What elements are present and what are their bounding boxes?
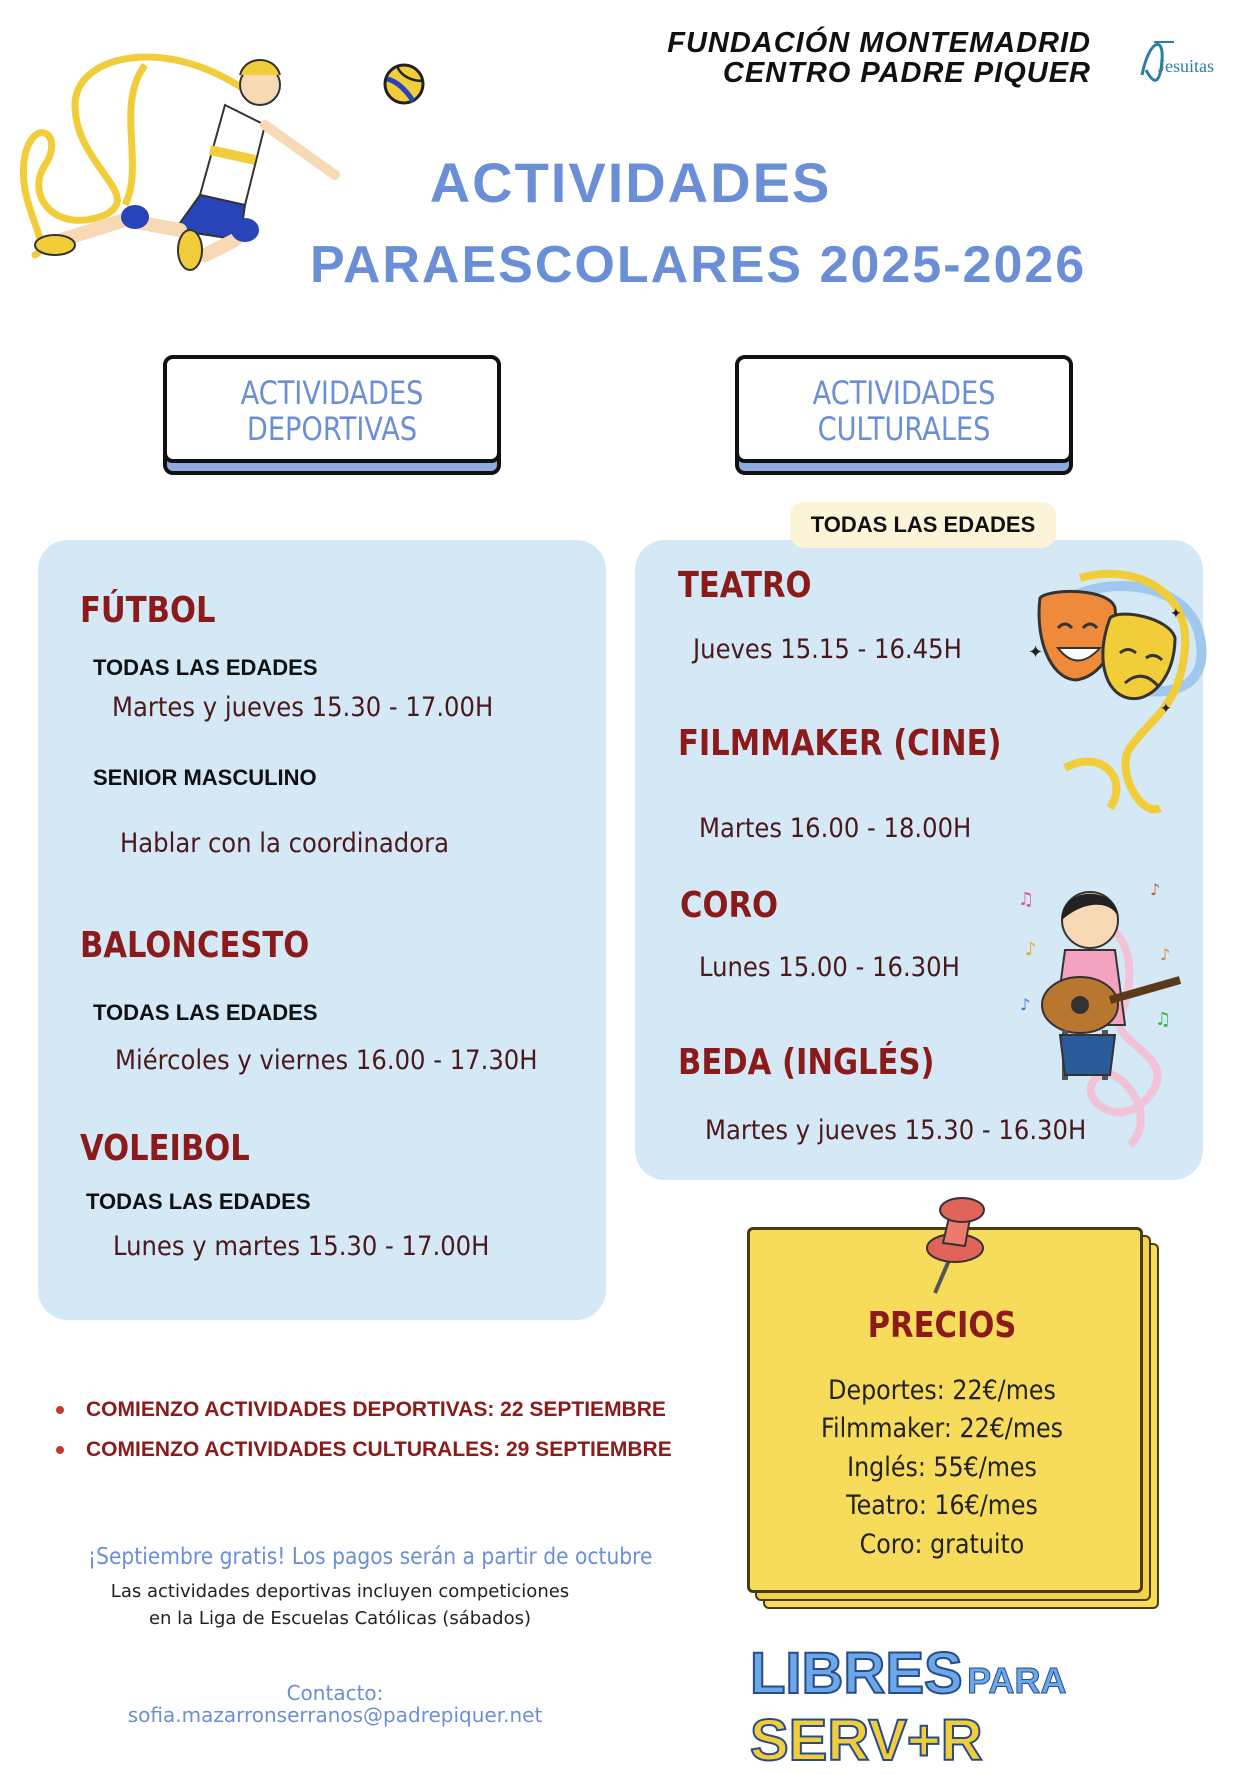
svg-text:♪: ♪: [1150, 880, 1161, 899]
futbol-title: FÚTBOL: [80, 590, 216, 631]
start-date-sports: [56, 1398, 666, 1422]
slogan-part-3: SERV+R: [750, 1708, 983, 1773]
culture-category-header: [735, 355, 1073, 463]
filmmaker-schedule: Martes 16.00 - 18.00H: [699, 813, 972, 844]
slogan-part-2: PARA: [967, 1660, 1067, 1701]
bullet-icon: [56, 1446, 64, 1454]
coro-title: CORO: [680, 885, 779, 926]
teatro-title: TEATRO: [678, 565, 812, 606]
free-month-note: ¡Septiembre gratis! Los pagos serán a partir de octubre: [88, 1544, 653, 1570]
beda-schedule: Martes y jueves 15.30 - 16.30H: [705, 1115, 1087, 1146]
competition-note-line-2: en la Liga de Escuelas Católicas (sábados): [148, 1608, 532, 1629]
competition-note-line-1: Las actividades deportivas incluyen competiciones: [110, 1581, 570, 1602]
svg-text:♪: ♪: [1020, 995, 1031, 1014]
svg-text:✦: ✦: [1170, 606, 1182, 622]
culture-age-badge: TODAS LAS EDADES: [790, 502, 1056, 548]
svg-text:✦: ✦: [1028, 642, 1044, 663]
theatre-masks-icon: [1020, 568, 1215, 823]
svg-text:♪: ♪: [1025, 939, 1037, 960]
start-date-sports-text: COMIENZO ACTIVIDADES DEPORTIVAS: 22 SEPTIEMBRE: [86, 1398, 666, 1421]
teatro-schedule: Jueves 15.15 - 16.45H: [693, 634, 962, 665]
slogan: [750, 1640, 1241, 1774]
svg-text:♪: ♪: [1160, 945, 1171, 964]
baloncesto-title: BALONCESTO: [80, 925, 310, 966]
page-title-line-1: ACTIVIDADES: [429, 151, 832, 214]
competition-note: [90, 1578, 590, 1632]
culture-category-line-2: CULTURALES: [817, 410, 991, 448]
singer-guitar-icon: [1010, 865, 1200, 1155]
price-row: Inglés: 55€/mes: [847, 1452, 1037, 1483]
futbol-age-1: TODAS LAS EDADES: [93, 655, 318, 680]
contact-label: Contacto:: [286, 1681, 384, 1705]
organization-name: [667, 28, 1091, 88]
volleyball-icon: [383, 63, 425, 105]
culture-category-label: [764, 375, 1045, 447]
org-line-2: CENTRO PADRE PIQUER: [722, 57, 1091, 89]
bullet-icon: [56, 1406, 64, 1414]
sports-category-label: [192, 375, 473, 447]
contact-block: [100, 1682, 570, 1726]
culture-category-line-1: ACTIVIDADES: [812, 374, 996, 412]
price-row: Deportes: 22€/mes: [828, 1375, 1056, 1406]
svg-text:♫: ♫: [1155, 1009, 1172, 1030]
voleibol-title: VOLEIBOL: [80, 1128, 250, 1169]
coro-schedule: Lunes 15.00 - 16.30H: [699, 952, 960, 983]
org-line-1: FUNDACIÓN MONTEMADRID: [667, 27, 1091, 59]
price-row: Filmmaker: 22€/mes: [821, 1413, 1063, 1444]
baloncesto-schedule: Miércoles y viernes 16.00 - 17.30H: [115, 1045, 538, 1076]
price-row: Teatro: 16€/mes: [846, 1490, 1038, 1521]
futbol-schedule-1: Martes y jueves 15.30 - 17.00H: [112, 692, 494, 723]
sports-category-line-1: ACTIVIDADES: [240, 374, 424, 412]
sports-category-line-2: DEPORTIVAS: [246, 410, 418, 448]
svg-text:♫: ♫: [1018, 889, 1035, 910]
start-date-culture-text: COMIENZO ACTIVIDADES CULTURALES: 29 SEPTIEMBRE: [86, 1438, 672, 1461]
sports-category-header: [163, 355, 501, 463]
svg-text:✦: ✦: [1160, 701, 1172, 717]
page-title-line-2: PARAESCOLARES 2025-2026: [310, 236, 1087, 294]
start-date-culture: [56, 1438, 672, 1462]
beda-title: BEDA (INGLÉS): [678, 1042, 935, 1083]
slogan-part-1: LIBRES: [750, 1641, 963, 1706]
voleibol-schedule: Lunes y martes 15.30 - 17.00H: [113, 1231, 490, 1262]
futbol-schedule-2: Hablar con la coordinadora: [120, 828, 449, 859]
voleibol-age: TODAS LAS EDADES: [86, 1189, 311, 1214]
pushpin-icon: [905, 1188, 995, 1298]
jesuitas-logo-text: Jesuitas: [1158, 56, 1214, 76]
price-row: Coro: gratuito: [859, 1529, 1025, 1560]
contact-email[interactable]: sofia.mazarronserranos@padrepiquer.net: [127, 1703, 543, 1727]
baloncesto-age: TODAS LAS EDADES: [93, 1000, 318, 1025]
futbol-age-2: SENIOR MASCULINO: [93, 765, 317, 790]
prices-title: PRECIOS: [867, 1305, 1017, 1346]
filmmaker-title: FILMMAKER (CINE): [678, 723, 1002, 764]
